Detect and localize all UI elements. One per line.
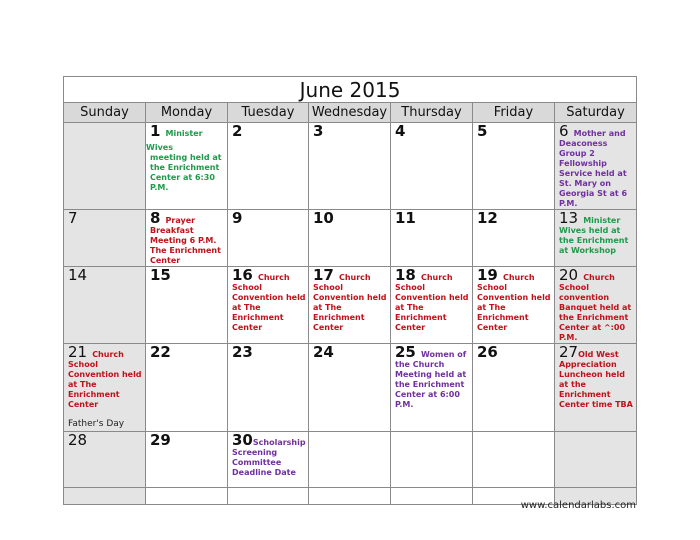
event-detail: Deaconess Group 2 Fellowship Service held at St. Mary on Georgia St at 6 P.M. <box>559 139 628 208</box>
day-cell-19 <box>473 267 555 344</box>
day-cell-empty <box>309 432 391 488</box>
event-detail: meeting held at the Enrichment Center at 6:30 P.M. <box>150 153 222 192</box>
event-title: Mother and <box>573 129 626 138</box>
day-number: 12 <box>477 209 498 227</box>
day-number: 1 <box>150 122 161 140</box>
calendar-title: June 2015 <box>64 77 637 103</box>
day-number: 26 <box>477 343 498 361</box>
event-detail: Appreciation Luncheon held at the Enrichment Center time TBA <box>559 360 633 409</box>
day-cell-4 <box>391 123 473 210</box>
day-cell-6 <box>555 123 637 210</box>
weekday-wednesday: Wednesday <box>309 103 391 123</box>
weekday-tuesday: Tuesday <box>228 103 309 123</box>
day-cell-empty <box>309 488 391 505</box>
day-number: 29 <box>150 431 171 449</box>
day-cell-21 <box>64 344 146 432</box>
weekday-thursday: Thursday <box>391 103 473 123</box>
day-cell-2 <box>228 123 309 210</box>
day-cell-22 <box>146 344 228 432</box>
event-title: Old West <box>578 350 619 359</box>
event-detail: School Convention held at The Enrichment Center <box>232 283 306 332</box>
day-number: 18 <box>395 266 416 284</box>
calendar-grid <box>63 76 637 505</box>
day-number: 25 <box>395 343 416 361</box>
event-title: Church <box>92 350 124 359</box>
day-cell-25 <box>391 344 473 432</box>
day-number: 24 <box>313 343 334 361</box>
event-title: Church <box>257 273 290 282</box>
day-number: 20 <box>559 266 579 284</box>
weekday-monday: Monday <box>146 103 228 123</box>
day-cell-20 <box>555 267 637 344</box>
event-detail: School Convention held at The Enrichment Center <box>68 360 142 409</box>
event-title: Women of <box>420 350 467 359</box>
day-cell-17 <box>309 267 391 344</box>
event-detail: Screening Committee Deadline Date <box>232 448 296 477</box>
day-number: 28 <box>68 431 88 449</box>
day-number: 19 <box>477 266 498 284</box>
event-title: Scholarship <box>252 438 306 447</box>
day-number: 27 <box>559 343 579 361</box>
day-cell-empty <box>555 432 637 488</box>
event-title: Church <box>420 273 453 282</box>
day-number: 15 <box>150 266 171 284</box>
day-number: 4 <box>395 122 406 140</box>
day-number: 16 <box>232 266 253 284</box>
day-cell-3 <box>309 123 391 210</box>
day-cell-8 <box>146 210 228 267</box>
event-detail: the Church Meeting held at the Enrichment Center at 6:00 P.M. <box>395 360 467 409</box>
day-number: 2 <box>232 122 243 140</box>
day-cell-11 <box>391 210 473 267</box>
day-number: 3 <box>313 122 324 140</box>
day-cell-empty <box>473 432 555 488</box>
day-cell-27 <box>555 344 637 432</box>
day-number: 17 <box>313 266 334 284</box>
day-cell-empty <box>228 488 309 505</box>
day-number: 22 <box>150 343 171 361</box>
day-cell-9 <box>228 210 309 267</box>
day-number: 21 <box>68 343 88 361</box>
event-title: Church <box>502 273 535 282</box>
day-cell-1 <box>146 123 228 210</box>
day-cell-30 <box>228 432 309 488</box>
day-cell-empty <box>64 488 146 505</box>
day-number: 5 <box>477 122 488 140</box>
event-detail: Breakfast Meeting 6 P.M. The Enrichment Center <box>150 226 221 265</box>
day-number: 10 <box>313 209 334 227</box>
day-cell-10 <box>309 210 391 267</box>
day-number: 11 <box>395 209 416 227</box>
day-cell-16 <box>228 267 309 344</box>
day-number: 6 <box>559 122 569 140</box>
day-cell-empty <box>391 432 473 488</box>
event-detail: School Convention held at The Enrichment Center <box>477 283 551 332</box>
day-cell-12 <box>473 210 555 267</box>
day-cell-empty <box>391 488 473 505</box>
day-cell-15 <box>146 267 228 344</box>
day-cell-18 <box>391 267 473 344</box>
event-detail: School Convention held at The Enrichment Center <box>395 283 469 332</box>
day-cell-23 <box>228 344 309 432</box>
day-number: 23 <box>232 343 253 361</box>
day-cell-28 <box>64 432 146 488</box>
footer-url: www.calendarlabs.com <box>520 500 636 511</box>
day-number: 8 <box>150 209 161 227</box>
day-cell-24 <box>309 344 391 432</box>
day-number: 13 <box>559 209 579 227</box>
event-title: Church <box>338 273 371 282</box>
day-cell-7 <box>64 210 146 267</box>
event-title: Minister Wives <box>146 129 203 152</box>
weekday-sunday: Sunday <box>64 103 146 123</box>
day-number: 30 <box>232 431 253 449</box>
weekday-friday: Friday <box>473 103 555 123</box>
day-cell-5 <box>473 123 555 210</box>
weekday-saturday: Saturday <box>555 103 637 123</box>
day-number: 9 <box>232 209 243 227</box>
event-detail: School convention Banquet held at the Enrichment Center at ^:00 P.M. <box>559 283 632 342</box>
event-title: Church <box>583 273 615 282</box>
day-cell-14 <box>64 267 146 344</box>
day-cell-13 <box>555 210 637 267</box>
day-cell-26 <box>473 344 555 432</box>
event-title: Prayer <box>165 216 196 225</box>
event-title: Minister <box>583 216 621 225</box>
day-number: 7 <box>68 209 78 227</box>
day-cell-empty <box>64 123 146 210</box>
day-cell-29 <box>146 432 228 488</box>
day-cell-empty <box>146 488 228 505</box>
event-detail: Wives held at the Enrichment at Workshop <box>559 226 629 255</box>
day-number: 14 <box>68 266 88 284</box>
holiday-label: Father's Day <box>68 419 125 429</box>
event-detail: School Convention held at The Enrichment Center <box>313 283 387 332</box>
